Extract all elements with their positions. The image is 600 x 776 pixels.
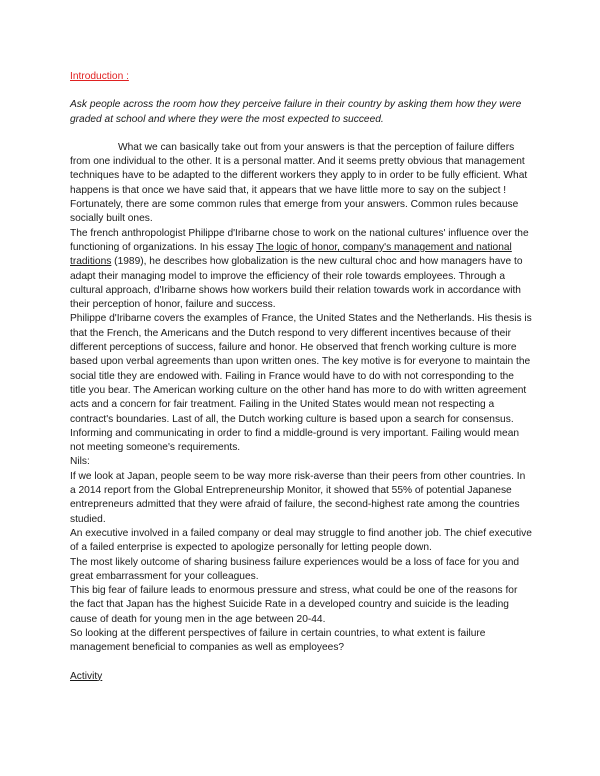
author-label: Nils:: [70, 456, 90, 468]
paragraph-executive: An executive involved in a failed company or deal may struggle to find another job. The chief executive of a failed enterprise is expected to apologize personally for letting people down.: [70, 527, 532, 554]
paragraph-countries: Philippe d'Iribarne covers the examples of France, the United States and the Netherlands. His thesis is that the French, the Americans and the Dutch respond to very different incentives because of their different perceptions of success, failure and honor. He observed that french working culture is more based upon verbal agreements than upon written ones. The key motive is for everyone to maintain the social title they are endowed with. Failing in France would have to do with not corresponding to the title you bear. The American working culture on the other hand has more to do with written agreement acts and a concern for fair treatment. Failing in the United States would mean not respecting a contract's boundaries. Last of all, the Dutch working culture is based upon a search for consensus. Informing and communicating in order to find a middle-ground is very important. Failing would mean not meeting someone's requirements.: [70, 313, 532, 454]
paragraph-iribarne-intro: The french anthropologist Philippe d'Iribarne chose to work on the national cultures' influence over the functioning of organizations. In his essay: [70, 227, 529, 253]
essay-title: The logic of honor, company's management and national traditions: [70, 241, 512, 268]
paragraph-fear: This big fear of failure leads to enormous pressure and stress, what could be one of the reasons for the fact that Japan has the highest Suicide Rate in a developed country and suicide is the leading cause of death for young men in the age between 20-44.: [70, 585, 518, 625]
paragraph-loss-of-face: The most likely outcome of sharing business failure experiences would be a loss of face for you and great embarrassment for your colleagues.: [70, 556, 520, 582]
introduction-heading: Introduction :: [70, 71, 129, 82]
paragraph-perception: What we can basically take out from your answers is that the perception of failure differs from one individual to the other. It is a personal matter. And it seems pretty obvious that management techniques have to be adapted to the different workers they apply to in order to be fully efficient. What happens is that once we have said that, it appears that we have little more to say on the subject ! Fortunately, there are some common rules that emerge from your answers. Common rules because socially built ones.: [70, 141, 528, 225]
paragraph-question: So looking at the different perspectives of failure in certain countries, to what extent is failure management beneficial to companies as well as employees?: [70, 627, 486, 654]
document-body: [70, 70, 532, 684]
paragraph-iribarne: [70, 227, 532, 313]
paragraph-japan: If we look at Japan, people seem to be way more risk-averse than their peers from other countries. In a 2014 report from the Global Entrepreneurship Monitor, it showed that 55% of potential Japanese entrepreneurs admitted that they were afraid of failure, the second-highest rate among the countries studied.: [70, 470, 526, 525]
lead-question: Ask people across the room how they perceive failure in their country by asking them how they were graded at school and where they were the most expected to succeed.: [70, 99, 522, 125]
activity-heading: Activity: [70, 670, 103, 682]
paragraph-iribarne-rest: (1989), he describes how globalization is the new cultural choc and how managers have to adapt their managing model to improve the efficiency of their role towards employees. Through a cultural approach, d'Iribarne shows how workers build their relation towards work in accordance with their perception of honor, failure and success.: [70, 256, 523, 311]
spacer: [70, 656, 532, 670]
